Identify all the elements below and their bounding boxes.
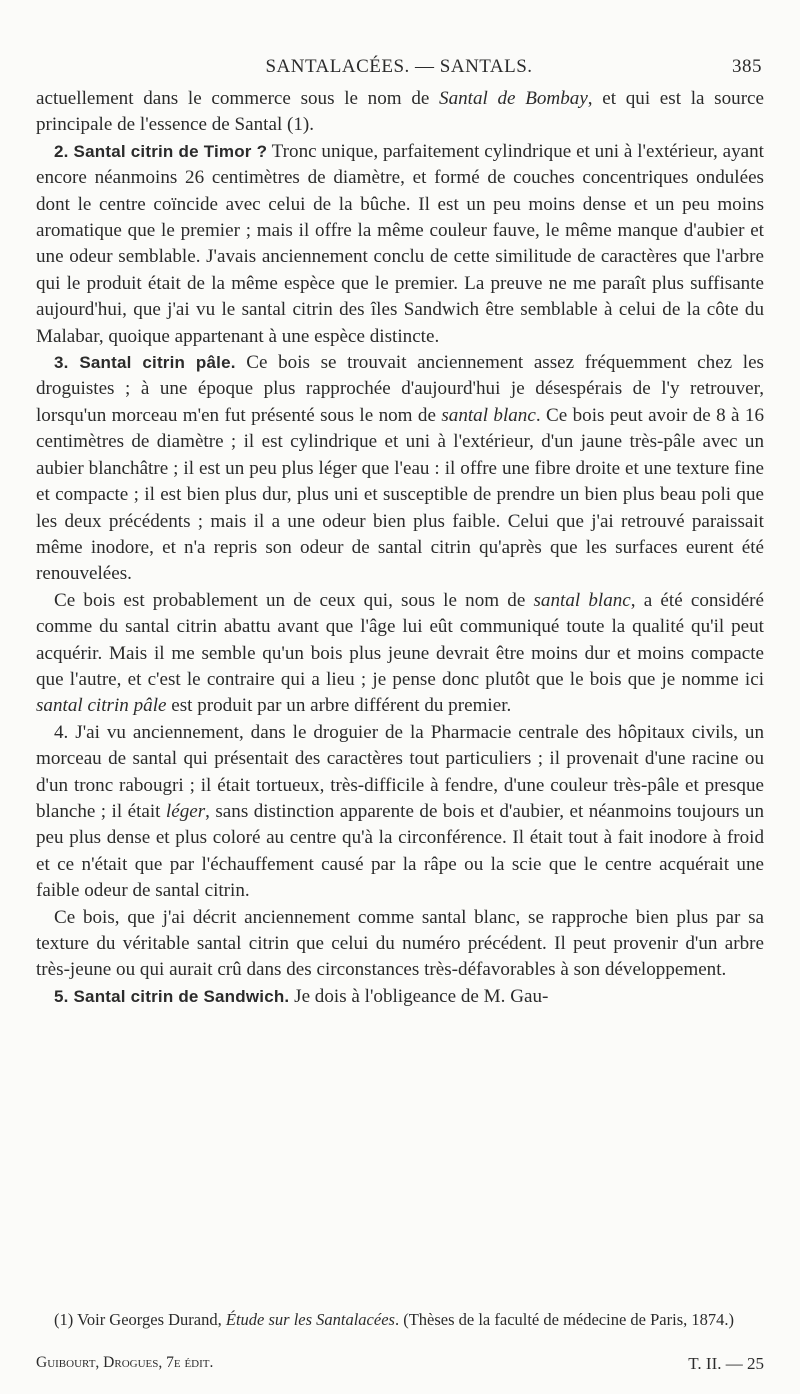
ce-bois-text-a: Ce bois est probablement un de ceux qui, sous le nom de <box>54 589 534 611</box>
intro-text-a: actuellement dans le commerce sous le nom de <box>36 88 440 109</box>
footnote-text-a: (1) Voir Georges Durand, <box>54 1310 226 1329</box>
ce-bois-text-b: , a été considéré comme du santal citrin abattu avant que l'âge lui eût communiqué toute la qualité qu'il peut acquérir. Mais il me semble qu'un bois plus jeune devrait être moins dur et moins compacte que l'autre, et c'est le contraire qui a lieu ; je pense donc plutôt que le bois que je nomme ici <box>36 589 765 690</box>
body-text <box>36 86 764 1010</box>
ce-bois-2-text: Ce bois, que j'ai décrit anciennement comme santal blanc, se rapproche bien plus par sa texture du véritable santal citrin que celui du numéro précédent. Il peut provenir d'un arbre très-jeune ou qui aurait crû dans des circonstances très-défavorables à son développement. <box>36 906 764 981</box>
section-3-text-a: Ce bois se trouvait anciennement assez fréquemment chez les droguistes ; à une époque plus rapprochée d'aujourd'hui je désespérais de l'y retrouver, lorsqu'un morceau m'en fut présenté sous le nom de <box>36 352 764 426</box>
section-4-paragraph <box>36 720 764 905</box>
section-4-text-b: , sans distinction apparente de bois et d'aubier, et néanmoins toujours un peu plus dense et plus coloré au centre qu'à la circonférence. Il était tout à fait inodore à froid et ce n'était que par l'échauffement causé par la râpe ou la scie que le centre acquérait une faible odeur de santal citrin. <box>36 800 765 902</box>
page-number: 385 <box>732 56 762 77</box>
section-3-heading: 3. Santal citrin pâle. <box>54 353 236 373</box>
footnote-text-b: . (Thèses de la faculté de médecine de Paris, 1874.) <box>394 1310 734 1329</box>
section-2-paragraph <box>36 139 764 350</box>
ce-bois-2-paragraph <box>36 905 764 984</box>
section-5-text: Je dois à l'obligeance de M. Gau- <box>289 985 549 1007</box>
footnote <box>36 1310 764 1330</box>
section-3-paragraph <box>36 350 764 588</box>
section-2-text: Tronc unique, parfaitement cylindrique et uni à l'extérieur, ayant encore néanmoins 26 centimètres de diamètre, et formé de couches concentriques ondulées dont le centre coïncide avec celui de la bûche. Il est un peu moins dense et un peu moins aromatique que le premier ; mais il offre la même couleur fauve, le même manque d'aubier et une odeur semblable. J'avais anciennement conclu de cette similitude de caractères que l'arbre qui le produit était de la même espèce que le premier. La preuve ne me paraît plus suffisante aujourd'hui, que j'ai vu le santal citrin des îles Sandwich être semblable à celui de la côte du Malabar, quoique appartenant à une espèce distincte. <box>36 140 764 347</box>
footnote-italic: Étude sur les Santalacées <box>225 1310 395 1329</box>
section-3-text-b: . Ce bois peut avoir de 8 à 16 centimètres de diamètre ; il est cylindrique et uni à l'extérieur, d'un jaune très-pâle avec un aubier blanchâtre ; il est un peu plus léger que l'eau : il offre une fibre droite et une texture fine et compacte ; il est bien plus dur, plus uni et susceptible de prendre un bien plus beau poli que les deux précédents ; mais il a une odeur bien plus faible. Celui que j'ai retrouvé paraissait même inodore, et n'a repris son odeur de santal citrin qu'après que les surfaces eurent été renouvelées. <box>36 404 765 585</box>
running-title: SANTALACÉES. — SANTALS. <box>265 56 533 77</box>
intro-italic: Santal de Bombay <box>439 88 588 109</box>
section-4-text-a: 4. J'ai vu anciennement, dans le droguier de la Pharmacie centrale des hôpitaux civils, un morceau de santal qui présentait des caractères tout particuliers ; il provenait d'une racine ou d'un tronc rabougri ; il était tortueux, très-difficile à fendre, d'une couleur très-pâle et presque blanche ; il était <box>36 721 764 822</box>
section-4-italic: léger <box>165 800 206 822</box>
printer-signature: Guibourt, Drogues, 7e édit. <box>36 1354 214 1371</box>
ce-bois-text-c: est produit par un arbre différent du premier. <box>166 695 512 717</box>
ce-bois-italic-b: santal citrin pâle <box>36 695 167 717</box>
intro-text-b: , et qui est la source principale de l'essence de Santal (1). <box>36 88 765 136</box>
running-header <box>36 56 762 82</box>
intro-paragraph <box>36 86 764 139</box>
section-2-heading: 2. Santal citrin de Timor ? <box>54 141 268 161</box>
section-5-heading: 5. Santal citrin de Sandwich. <box>54 986 290 1006</box>
ce-bois-paragraph <box>36 588 764 720</box>
section-3-italic: santal blanc <box>441 404 536 426</box>
ce-bois-italic-a: santal blanc <box>533 589 631 611</box>
section-5-paragraph <box>36 984 764 1010</box>
sheet-mark: T. II. — 25 <box>688 1354 764 1373</box>
page-footer <box>36 1354 764 1378</box>
